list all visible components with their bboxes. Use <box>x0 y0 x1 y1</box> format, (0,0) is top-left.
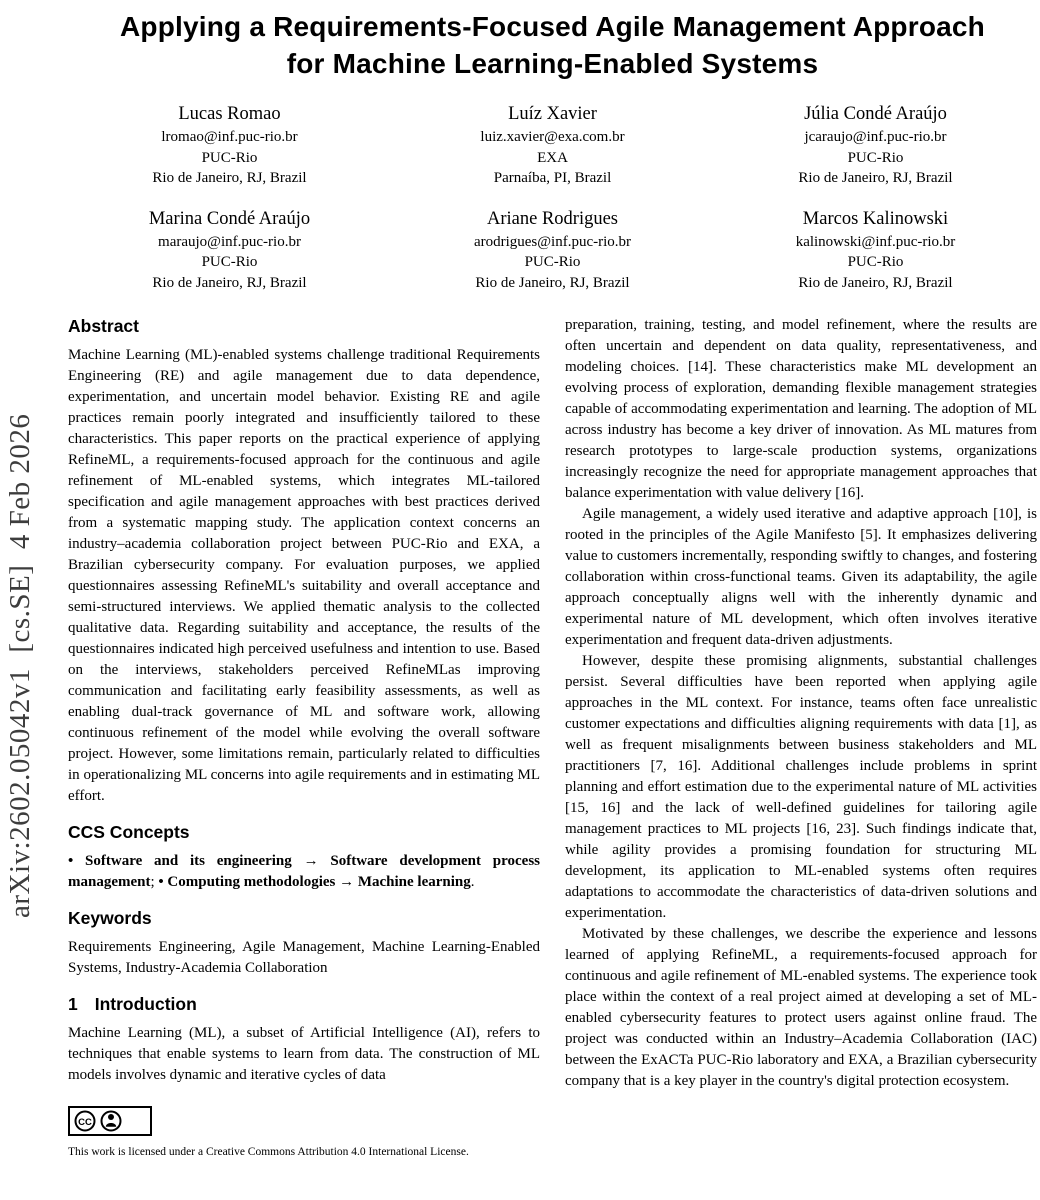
author-name: Lucas Romao <box>178 104 281 124</box>
license-link[interactable]: Creative Commons Attribution 4.0 International License. <box>205 1146 469 1158</box>
author-block <box>714 207 1037 294</box>
author-block <box>714 102 1037 189</box>
ccs-subconcept-1: Software development process management <box>68 853 541 890</box>
author-grid <box>68 102 1037 293</box>
ccs-concept-1: • Software and its engineering <box>68 853 292 869</box>
keywords-text: Requirements Engineering, Agile Management, Machine Learning-Enabled Systems, Industry-Academia Collaboration <box>68 939 540 976</box>
ccs-period: . <box>470 874 475 890</box>
license-prefix: This work is licensed under a <box>68 1146 206 1158</box>
author-location: Rio de Janeiro, RJ, Brazil <box>475 274 630 291</box>
author-name: Luíz Xavier <box>508 104 597 124</box>
author-name: Marcos Kalinowski <box>802 208 949 229</box>
author-email: arodrigues@inf.puc-rio.br <box>473 233 632 250</box>
page-content <box>68 8 1037 1160</box>
author-name: Júlia Condé Araújo <box>804 104 947 124</box>
paper-title-line2: for Machine Learning-Enabled Systems <box>286 48 819 79</box>
author-block <box>391 207 714 294</box>
cc-license-badge[interactable] <box>68 1106 152 1136</box>
section-heading-introduction <box>68 993 540 1015</box>
author-block <box>391 102 714 189</box>
introduction-paragraph-2: Agile management, a widely used iterative and adaptive approach [10], is rooted in the principles of the Agile Manifesto [5]. It emphasizes delivering value to customers incrementally, responding swiftly to changes, and fostering collaboration within cross-functional teams. Given its adaptability, the agile approach conceptually aligns well with the inherently dynamic and experimental nature of ML development, which often involves iterative experimentation and frequent data-driven adjustments. <box>565 506 1037 648</box>
author-location: Rio de Janeiro, RJ, Brazil <box>798 274 953 291</box>
author-affiliation: PUC-Rio <box>201 254 258 270</box>
section-heading-abstract: Abstract <box>68 316 139 336</box>
ccs-subconcept-2: Machine learning <box>357 874 471 890</box>
cc-by-badge-graphic <box>68 1106 152 1136</box>
left-column <box>68 315 540 1160</box>
author-location: Parnaíba, PI, Brazil <box>493 170 612 186</box>
two-column-body <box>68 315 1037 1160</box>
author-email: maraujo@inf.puc-rio.br <box>158 233 301 250</box>
paper-title-line1: Applying a Requirements-Focused Agile Management Approach <box>119 11 985 42</box>
author-location: Rio de Janeiro, RJ, Brazil <box>152 274 307 291</box>
ccs-separator: ; <box>150 874 159 890</box>
license-block <box>68 1106 540 1160</box>
introduction-paragraph-1: Machine Learning (ML), a subset of Artificial Intelligence (AI), refers to techniques that enable systems to learn from data. The construction of ML models involves dynamic and iterative cycles of data <box>68 1025 540 1083</box>
author-email: kalinowski@inf.puc-rio.br <box>795 233 956 250</box>
section-number: 1 <box>68 994 78 1014</box>
section-title: Introduction <box>94 994 197 1014</box>
author-affiliation: PUC-Rio <box>847 254 904 270</box>
introduction-paragraph-4: Motivated by these challenges, we describe the experience and lessons learned of applying RefineML, a requirements-focused approach for continuous and agile refinement of ML-enabled systems. The experience took place within the context of a real project aimed at developing a set of ML-enabled cybersecurity features to protect users against online fraud. The project was conducted within an Industry–Academia Collaboration (IAC) between the ExACTa PUC-Rio laboratory and EXA, a Brazilian cybersecurity company that is a key player in the country's digital protection ecosystem. <box>565 926 1037 1089</box>
author-affiliation: PUC-Rio <box>524 254 581 270</box>
author-location: Rio de Janeiro, RJ, Brazil <box>798 170 953 186</box>
author-name: Marina Condé Araújo <box>148 208 311 229</box>
cc-label: CC <box>78 1116 92 1128</box>
author-location: Rio de Janeiro, RJ, Brazil <box>152 170 307 186</box>
paper-title <box>68 8 1037 82</box>
ccs-text <box>68 851 540 893</box>
abstract-text: Machine Learning (ML)-enabled systems challenge traditional Requirements Engineering (RE) and agile management due to data dependence, experimentation, and uncertain model behavior. Existing RE and agile practices remain poorly integrated and insufficiently tailored to these characteristics. This paper reports on the practical experience of applying RefineML, a requirements-focused approach for the continuous and agile refinement of ML-enabled systems, which integrates ML-tailored specification and agile management approaches with best practices derived from a systematic mapping study. The application context concerns an industry–academia collaboration project between PUC-Rio and EXA, a Brazilian cybersecurity company. For evaluation purposes, we applied questionnaires assessing RefineML's suitability and overall acceptance and semi-structured interviews. We applied thematic analysis to the collected qualitative data. Regarding suitability and acceptance, the results of the questionnaires indicated high perceived usefulness and intention to use. Based on the interviews, stakeholders perceived RefineMLas improving communication and facilitating early feasibility assessments, as well as enabling dual-track governance of ML and software work, allowing continuous refinement of the model while evolving the overall software project. However, some limitations remain, particularly related to difficulties in operationalizing ML concerns into agile requirements and in estimating ML effort. <box>68 347 540 804</box>
author-affiliation: EXA <box>537 149 568 166</box>
ccs-concept-2: • Computing methodologies <box>158 874 336 890</box>
arxiv-watermark: arXiv:2602.05042v1 [cs.SE] 4 Feb 2026 <box>4 413 36 918</box>
ccs-arrow-2: → <box>335 874 358 890</box>
section-heading-ccs: CCS Concepts <box>68 822 190 842</box>
author-affiliation: PUC-Rio <box>847 149 904 166</box>
author-email: lromao@inf.puc-rio.br <box>161 129 298 145</box>
author-affiliation: PUC-Rio <box>201 149 258 166</box>
right-column <box>565 315 1037 1160</box>
license-text <box>68 1145 540 1160</box>
author-name: Ariane Rodrigues <box>486 208 618 229</box>
introduction-paragraph-1-continuation: preparation, training, testing, and model refinement, where the results are often uncertain and dependent on data quality, representativeness, and modeling choices. [14]. These characteristics make ML development an evolving process of exploration, demanding flexible management strategies capable of accommodating experimentation and learning. The adoption of ML across industry has become a key driver of innovation. As ML matures from research prototypes to large-scale production systems, organizations increasingly recognize the need for appropriate management approaches that balance experimentation with value delivery [16]. <box>565 317 1037 501</box>
author-email: luiz.xavier@exa.com.br <box>480 129 625 145</box>
introduction-paragraph-3: However, despite these promising alignments, substantial challenges persist. Several difficulties have been reported when applying agile approaches in the ML context. For instance, teams often face unrealistic customer expectations and difficulties aligning requirements with data [1], as well as frequent misalignments between business stakeholders and ML practitioners [7, 16]. Additional challenges include problems in sprint planning and effort estimation due to the experimental nature of ML activities [15, 16] and the lack of well-defined guidelines for tailoring agile management practices to ML projects [16, 23]. Such findings indicate that, while agility provides a promising foundation for structuring ML development, its application to ML-enabled systems often requires adaptations to accommodate the characteristics of data-driven solutions and experimentation. <box>565 653 1037 921</box>
ccs-arrow-1: → <box>291 853 331 869</box>
author-block <box>68 207 391 294</box>
section-heading-keywords: Keywords <box>68 908 152 928</box>
author-email: jcaraujo@inf.puc-rio.br <box>804 129 947 145</box>
author-block <box>68 102 391 189</box>
